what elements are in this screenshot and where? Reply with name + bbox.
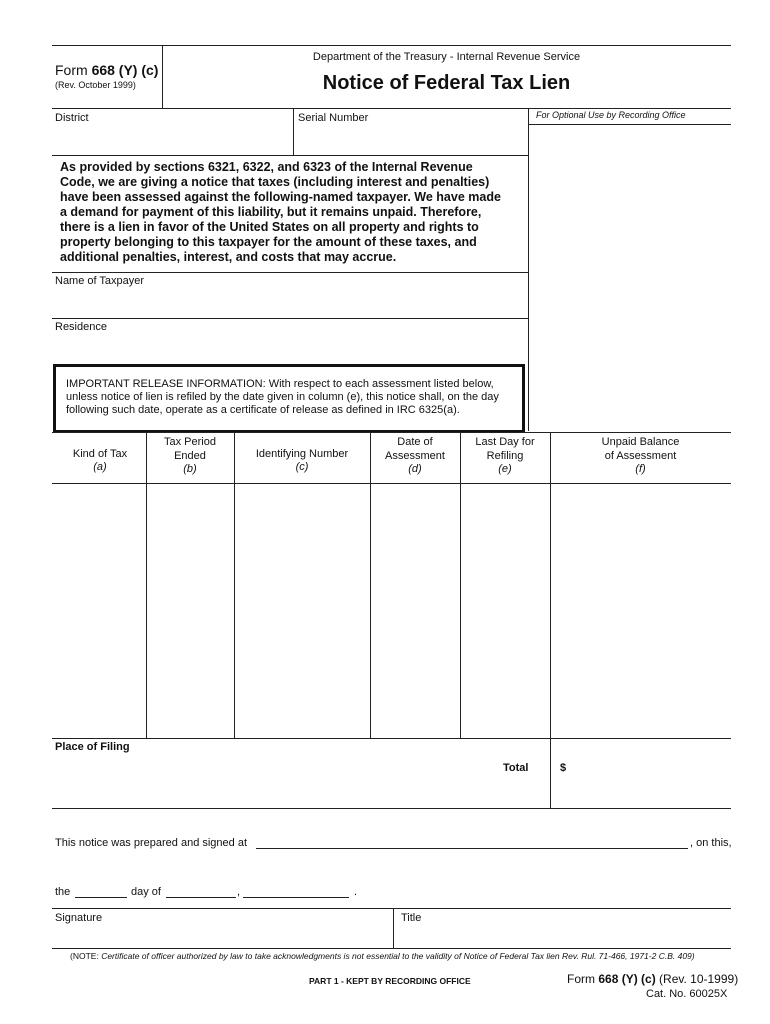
column-header-identifying-number: Identifying Number (c) [255,448,349,473]
the-label: the [55,886,71,898]
table-cell-kind-of-tax[interactable] [53,485,145,737]
column-header-date-of-assessment: Date of Assessment (d) [385,436,445,475]
on-this-label: , on this, [690,837,732,849]
date-comma: , [237,886,241,898]
release-line: unless notice of lien is refiled by the date given in column (e), this notice shall, on the day [66,391,499,403]
footer-revision: (Rev. 10-1999) [659,972,739,986]
notice-line: property belonging to this taxpayer for the amount of these taxes, and [60,235,477,249]
notice-line: a demand for payment of this liability, but it remains unpaid. Therefore, [60,205,482,219]
footer-form-prefix: Form [567,972,595,986]
residence-label: Residence [55,321,107,333]
note-text: Certificate of officer authorized by law to take acknowledgments is not essential to the validity of Notice of Federal Tax lien Rev. Rul. 71-466, 1971-2 C.B. 409) [101,951,695,961]
agency-name: Department of the Treasury - Internal Revenue Service [312,51,581,63]
column-header-last-day-for-refiling: Last Day for Refiling (e) [475,436,535,475]
legal-note [70,951,695,961]
serial-number-field[interactable] [295,126,526,154]
place-of-filing-label: Place of Filing [55,741,130,753]
optional-use-label: For Optional Use by Recording Office [536,110,686,120]
total-amount-field[interactable] [572,756,730,806]
part-label: PART 1 - KEPT BY RECORDING OFFICE [309,976,471,986]
title-label: Title [401,912,422,924]
day-field[interactable] [75,883,127,897]
table-cell-tax-period[interactable] [148,485,233,737]
district-field[interactable] [53,126,291,154]
column-header-tax-period: Tax Period Ended (b) [164,436,216,475]
notice-line: Code, we are giving a notice that taxes (including interest and penalties) [60,175,490,189]
form-prefix: Form [55,62,88,78]
notice-line: have been assessed against the following-named taxpayer. We have made [60,190,501,204]
footer-form-number [567,972,738,986]
residence-field[interactable] [53,336,526,362]
notice-line: As provided by sections 6321, 6322, and 6323 of the Internal Revenue [60,160,473,174]
notice-line: there is a lien in favor of the United States on all property and rights to [60,220,479,234]
district-label: District [55,112,89,124]
month-field[interactable] [166,883,236,897]
form-number-value: 668 (Y) (c) [91,62,159,78]
day-of-label: day of [131,886,161,898]
table-cell-last-day-for-refiling[interactable] [462,485,549,737]
footer-form-number-value: 668 (Y) (c) [598,972,656,986]
taxpayer-name-field[interactable] [53,290,526,316]
catalog-number: Cat. No. 60025X [646,988,728,1000]
date-period: . [354,886,358,898]
form-revision: (Rev. October 1999) [55,80,136,90]
note-prefix: (NOTE: [70,951,99,961]
column-header-kind-of-tax: Kind of Tax (a) [72,448,128,473]
total-label: Total [503,762,529,774]
signature-label: Signature [55,912,103,924]
lien-notice-text [60,160,528,265]
taxpayer-name-label: Name of Taxpayer [55,275,145,287]
release-info-box [53,364,525,433]
place-of-filing-field[interactable] [53,756,493,806]
form-number [55,62,158,78]
prepared-label: This notice was prepared and signed at [55,837,248,849]
table-cell-identifying-number[interactable] [236,485,369,737]
prepared-location-field[interactable] [256,834,688,848]
release-line: IMPORTANT RELEASE INFORMATION: With respect to each assessment listed below, [66,378,494,390]
table-cell-date-of-assessment[interactable] [372,485,459,737]
column-header-unpaid-balance: Unpaid Balance of Assessment (f) [601,436,680,475]
total-dollar-sign: $ [560,762,567,774]
notice-line: additional penalties, interest, and costs that may accrue. [60,250,397,264]
signature-field[interactable] [53,926,391,946]
title-field[interactable] [395,926,730,946]
table-cell-unpaid-balance[interactable] [552,485,730,737]
year-field[interactable] [243,883,349,897]
serial-number-label: Serial Number [298,112,369,124]
page-title: Notice of Federal Tax Lien [322,72,571,94]
release-line: following such date, operate as a certificate of release as defined in IRC 6325(a). [66,404,460,416]
